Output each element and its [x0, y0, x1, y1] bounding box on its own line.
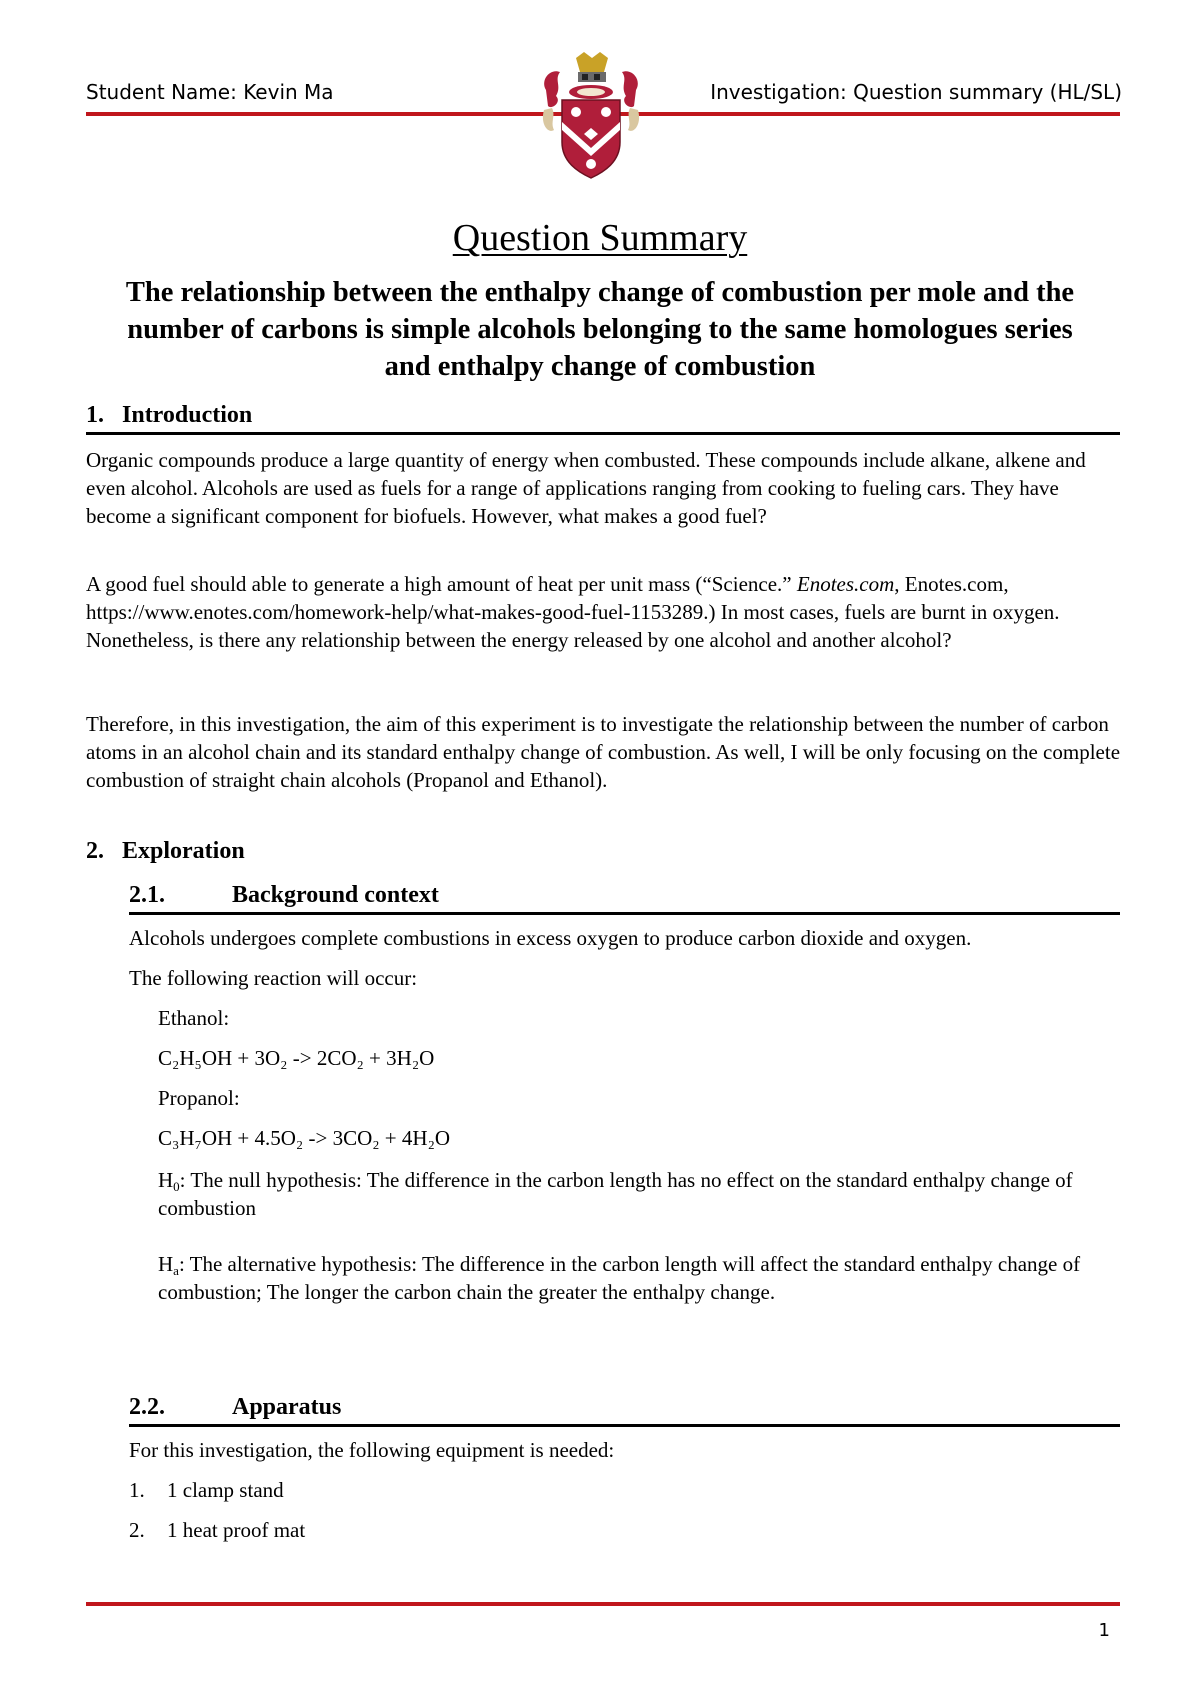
null-hypothesis-symbol: H: [158, 1168, 174, 1192]
background-heading: [129, 882, 439, 909]
intro-paragraph-1: Organic compounds produce a large quantity of energy when combusted. These compounds include alkane, alkene and even alcohol. Alcohols are used as fuels for a range of applications ranging from cooking to fueling cars. They have become a significant component for biofuels. However, what makes a good fuel?: [86, 448, 1086, 528]
propanol-label: Propanol:: [158, 1086, 240, 1110]
alt-hypothesis-text: : The alternative hypothesis: The difference in the carbon length will affect the standard enthalpy change of combustion; The longer the carbon chain the greater the enthalpy change.: [158, 1252, 1081, 1304]
intro-p2-source: Enotes.com: [796, 572, 895, 596]
section-number: 2.: [86, 838, 104, 864]
intro-p2-start: A good fuel should able to generate a high amount of heat per unit mass (“Science.”: [86, 572, 797, 596]
investigation-title: Investigation: Question summary (HL/SL): [710, 80, 1122, 104]
student-name: Student Name: Kevin Ma: [86, 80, 334, 104]
list-item-number: 2.: [129, 1518, 145, 1542]
propanol-equation: C₃H₇OH + 4.5O₂ -> 3CO₂ + 4H₂O: [158, 1126, 451, 1150]
apparatus-intro: For this investigation, the following equipment is needed:: [129, 1438, 615, 1462]
page-subtitle: The relationship between the enthalpy change of combustion per mole and the number of carbons is simple alcohols belonging to the same homologues series and enthalpy change of combustion: [125, 277, 1075, 382]
background-paragraph-1: Alcohols undergoes complete combustions in excess oxygen to produce carbon dioxide and oxygen.: [129, 926, 972, 950]
null-hypothesis-subscript: 0: [173, 1179, 180, 1194]
page-number: 1: [1098, 1620, 1110, 1641]
footer-rule: [86, 1602, 1120, 1606]
list-item-number: 1.: [129, 1478, 145, 1502]
subsection-title: Background context: [232, 882, 439, 908]
subsection-number: 2.2.: [129, 1394, 165, 1420]
ethanol-label: Ethanol:: [158, 1006, 230, 1030]
alt-hypothesis-symbol: H: [158, 1252, 174, 1276]
section-title: Exploration: [122, 838, 245, 864]
apparatus-rule: [129, 1424, 1120, 1427]
school-crest-icon: [540, 50, 642, 182]
intro-paragraph-3: Therefore, in this investigation, the aim of this experiment is to investigate the relationship between the number of carbon atoms in an alcohol chain and its standard enthalpy change of combustion. As well, I will be only focusing on the complete combustion of straight chain alcohols (Propanol and Ethanol).: [86, 712, 1121, 792]
subsection-title: Apparatus: [232, 1394, 342, 1420]
background-paragraph-2: The following reaction will occur:: [129, 966, 418, 990]
null-hypothesis: [158, 1166, 1120, 1222]
section-title: Introduction: [122, 402, 253, 428]
alt-hypothesis-subscript: a: [173, 1263, 179, 1278]
section-number: 1.: [86, 402, 104, 428]
null-hypothesis-text: : The null hypothesis: The difference in the carbon length has no effect on the standard enthalpy change of combustion: [158, 1168, 1073, 1220]
background-rule: [129, 912, 1120, 915]
list-item: [129, 1518, 305, 1543]
alternative-hypothesis: [158, 1250, 1120, 1306]
introduction-heading: [86, 402, 252, 429]
introduction-rule: [86, 432, 1120, 435]
list-item: [129, 1478, 284, 1503]
exploration-heading: [86, 838, 245, 865]
intro-p2-end: , Enotes.com, https://www.enotes.com/homework-help/what-makes-good-fuel-1153289.) In most cases, fuels are burnt in oxygen. Nonetheless, is there any relationship between the energy released by one alcohol and another alcohol?: [86, 572, 1060, 652]
list-item-text: 1 clamp stand: [167, 1478, 284, 1502]
intro-paragraph-2: [86, 570, 1120, 654]
list-item-text: 1 heat proof mat: [167, 1518, 306, 1542]
ethanol-equation: C₂H₅OH + 3O₂ -> 2CO₂ + 3H₂O: [158, 1046, 435, 1070]
subsection-number: 2.1.: [129, 882, 165, 908]
apparatus-heading: [129, 1394, 341, 1421]
page-title: Question Summary: [452, 217, 748, 259]
